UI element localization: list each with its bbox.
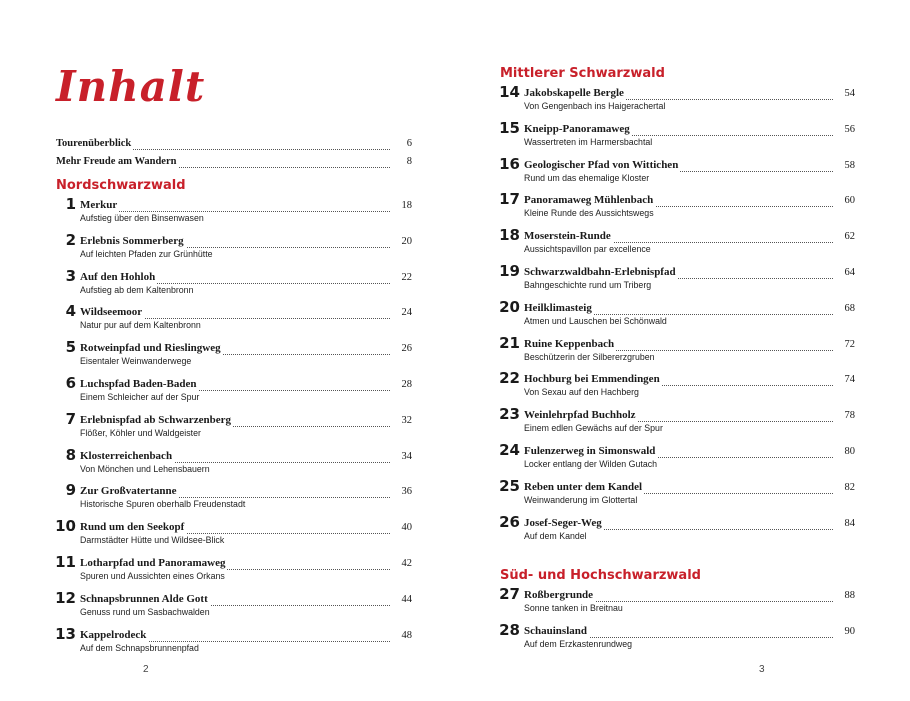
toc-entry[interactable] — [56, 518, 412, 534]
toc-entry[interactable] — [500, 442, 855, 458]
toc-extra-name: Mehr Freude am Wandern — [56, 156, 177, 167]
tour-number: 24 — [499, 441, 520, 459]
tour-name: Fulenzerweg in Simonswald — [524, 445, 656, 457]
tour-number: 25 — [499, 476, 520, 495]
tour-page: 64 — [825, 266, 855, 279]
tour-subtitle: Bahngeschichte rund um Triberg — [524, 280, 652, 290]
tour-subtitle: Von Sexau auf den Hachberg — [524, 387, 639, 398]
toc-entry[interactable] — [500, 191, 855, 207]
tour-number: 19 — [499, 262, 520, 280]
tour-number: 5 — [65, 338, 76, 357]
tour-number: 10 — [55, 517, 76, 536]
tour-name: Heilklimasteig — [524, 301, 592, 314]
tour-page: 84 — [825, 517, 855, 530]
tour-subtitle: Auf dem Kandel — [524, 530, 587, 541]
tour-number: 12 — [55, 588, 76, 607]
tour-page: 48 — [382, 629, 412, 642]
tour-name: Rotweinpfad und Rieslingweg — [80, 342, 221, 355]
tour-number: 28 — [499, 620, 520, 639]
tour-name: Kappelrodeck — [80, 628, 147, 641]
tour-subtitle: Aussichtspavillon par excellence — [524, 244, 651, 255]
tour-subtitle: Eisentaler Weinwanderwege — [80, 356, 192, 367]
tour-name: Lotharpfad und Panoramaweg — [80, 557, 226, 569]
tour-number: 7 — [65, 409, 76, 428]
tour-number: 6 — [65, 374, 76, 392]
tour-number: 3 — [65, 266, 76, 285]
tour-page: 44 — [382, 593, 412, 606]
toc-entry[interactable] — [500, 120, 855, 136]
tour-subtitle: Beschützerin der Silbererzgruben — [524, 351, 655, 362]
tour-subtitle: Auf dem Erzkastenrundweg — [524, 638, 633, 649]
toc-entry[interactable] — [500, 227, 855, 243]
tour-subtitle: Rund um das ehemalige Kloster — [524, 172, 650, 183]
tour-subtitle: Atmen und Lauschen bei Schönwald — [524, 315, 667, 326]
tour-name: Moserstein-Runde — [524, 230, 611, 243]
toc-entry[interactable] — [500, 514, 855, 530]
toc-extra-row[interactable] — [56, 134, 412, 150]
tour-name: Panoramaweg Mühlenbach — [524, 194, 654, 207]
tour-name: Kneipp-Panoramaweg — [524, 122, 630, 135]
toc-entry[interactable] — [56, 375, 412, 391]
tour-number: 8 — [65, 445, 76, 464]
toc-entry[interactable] — [500, 622, 855, 638]
tour-page: 74 — [825, 373, 855, 386]
tour-number: 23 — [499, 405, 520, 424]
toc-entry[interactable] — [500, 406, 855, 422]
toc-entry[interactable] — [500, 263, 855, 279]
tour-page: 22 — [382, 271, 412, 284]
page-title: Inhalt — [56, 62, 206, 111]
tour-number: 21 — [499, 333, 520, 352]
toc-extra-page: 8 — [382, 155, 412, 168]
tour-page: 28 — [382, 378, 412, 391]
tour-page: 68 — [825, 302, 855, 315]
tour-subtitle: Spuren und Aussichten eines Orkans — [80, 571, 225, 581]
tour-name: Schwarzwaldbahn-Erlebnispfad — [524, 266, 676, 278]
toc-extra-page: 6 — [382, 137, 412, 150]
tour-name: Roßbergrunde — [524, 589, 594, 601]
tour-subtitle: Kleine Runde des Aussichtswegs — [524, 208, 654, 219]
toc-entry[interactable] — [56, 626, 412, 642]
tour-page: 24 — [382, 306, 412, 319]
tour-number: 13 — [55, 624, 76, 643]
toc-entry[interactable] — [56, 268, 412, 284]
tour-name: Weinlehrpfad Buchholz — [524, 409, 636, 422]
tour-number: 22 — [499, 369, 520, 388]
dot-leader — [80, 199, 390, 212]
tour-page: 60 — [825, 194, 855, 207]
tour-number: 1 — [65, 195, 76, 213]
tour-page: 58 — [825, 159, 855, 172]
tour-subtitle: Von Mönchen und Lehensbauern — [80, 463, 210, 474]
page-number: 3 — [759, 664, 765, 675]
tour-page: 20 — [382, 235, 412, 248]
tour-name: Josef-Seger-Weg — [524, 516, 602, 529]
toc-entry[interactable] — [56, 447, 412, 463]
tour-page: 90 — [825, 625, 855, 638]
tour-name: Erlebnispfad ab Schwarzenberg — [80, 413, 231, 426]
tour-name: Schauinsland — [524, 624, 587, 637]
tour-subtitle: Auf leichten Pfaden zur Grünhütte — [80, 248, 213, 259]
tour-subtitle: Wassertreten im Harmersbachtal — [524, 136, 653, 147]
tour-name: Rund um den Seekopf — [80, 521, 185, 534]
toc-entry[interactable] — [500, 478, 855, 494]
tour-subtitle: Historische Spuren oberhalb Freudenstadt — [80, 499, 246, 510]
tour-number: 15 — [499, 118, 520, 137]
tour-subtitle: Auf dem Schnapsbrunnenpfad — [80, 642, 199, 653]
tour-number: 11 — [55, 553, 76, 571]
tour-subtitle: Flößer, Köhler und Waldgeister — [80, 427, 201, 438]
toc-extra-row[interactable] — [56, 152, 412, 168]
tour-name: Klosterreichenbach — [80, 449, 173, 462]
tour-page: 78 — [825, 409, 855, 422]
tour-subtitle: Einem Schleicher auf der Spur — [80, 392, 200, 402]
tour-page: 62 — [825, 230, 855, 243]
tour-subtitle: Aufstieg über den Binsenwasen — [80, 213, 204, 223]
toc-entry[interactable] — [500, 156, 855, 172]
section-heading: Nordschwarzwald — [56, 178, 186, 193]
toc-entry[interactable] — [56, 339, 412, 355]
tour-number: 18 — [499, 226, 520, 245]
tour-subtitle: Locker entlang der Wilden Gutach — [524, 459, 658, 469]
tour-page: 54 — [825, 87, 855, 100]
tour-name: Luchspfad Baden-Baden — [80, 378, 197, 390]
tour-subtitle: Darmstädter Hütte und Wildsee-Blick — [80, 535, 225, 546]
tour-page: 56 — [825, 123, 855, 136]
tour-number: 4 — [65, 302, 76, 321]
tour-page: 72 — [825, 338, 855, 351]
toc-entry[interactable] — [500, 370, 855, 386]
toc-entry[interactable] — [56, 482, 412, 498]
page-number: 2 — [143, 664, 149, 675]
tour-page: 82 — [825, 481, 855, 494]
tour-name: Auf den Hohloh — [80, 270, 156, 283]
tour-page: 34 — [382, 450, 412, 463]
tour-name: Geologischer Pfad von Wittichen — [524, 158, 679, 171]
toc-entry[interactable] — [56, 590, 412, 606]
toc-entry[interactable] — [500, 335, 855, 351]
tour-number: 14 — [499, 83, 520, 101]
tour-number: 20 — [499, 297, 520, 316]
tour-subtitle: Von Gengenbach ins Haigerachertal — [524, 101, 666, 111]
tour-name: Erlebnis Sommerberg — [80, 234, 184, 247]
section-heading: Mittlerer Schwarzwald — [500, 66, 665, 81]
tour-page: 36 — [382, 485, 412, 498]
section-heading: Süd- und Hochschwarzwald — [500, 568, 701, 583]
tour-name: Reben unter dem Kandel — [524, 480, 643, 493]
toc-entry[interactable] — [500, 84, 855, 100]
tour-subtitle: Natur pur auf dem Kaltenbronn — [80, 320, 201, 331]
tour-subtitle: Sonne tanken in Breitnau — [524, 603, 623, 613]
tour-name: Jakobskapelle Bergle — [524, 87, 624, 99]
toc-entry[interactable] — [56, 303, 412, 319]
tour-number: 27 — [499, 585, 520, 603]
tour-number: 26 — [499, 512, 520, 531]
tour-name: Schnapsbrunnen Alde Gott — [80, 592, 208, 605]
tour-page: 18 — [382, 199, 412, 212]
tour-number: 16 — [499, 154, 520, 173]
tour-subtitle: Genuss rund um Sasbachwalden — [80, 606, 210, 617]
tour-page: 40 — [382, 521, 412, 534]
right-page — [455, 0, 910, 701]
tour-page: 88 — [825, 589, 855, 602]
toc-extra-name: Tourenüberblick — [56, 138, 132, 149]
toc-entry[interactable] — [56, 196, 412, 212]
tour-number: 9 — [65, 481, 76, 500]
tour-name: Wildseemoor — [80, 306, 143, 319]
tour-page: 80 — [825, 445, 855, 458]
toc-entry[interactable] — [56, 232, 412, 248]
tour-number: 17 — [499, 190, 520, 209]
tour-number: 2 — [65, 230, 76, 249]
toc-entry[interactable] — [500, 586, 855, 602]
tour-name: Ruine Keppenbach — [524, 337, 615, 350]
toc-entry[interactable] — [56, 411, 412, 427]
tour-subtitle: Weinwanderung im Glottertal — [524, 494, 638, 505]
tour-page: 32 — [382, 414, 412, 427]
toc-entry[interactable] — [500, 299, 855, 315]
tour-name: Merkur — [80, 199, 118, 211]
tour-subtitle: Aufstieg ab dem Kaltenbronn — [80, 284, 194, 295]
tour-page: 26 — [382, 342, 412, 355]
toc-entry[interactable] — [56, 554, 412, 570]
tour-subtitle: Einem edlen Gewächs auf der Spur — [524, 423, 663, 434]
tour-page: 42 — [382, 557, 412, 570]
tour-name: Zur Großvatertanne — [80, 485, 177, 498]
tour-name: Hochburg bei Emmendingen — [524, 373, 660, 386]
